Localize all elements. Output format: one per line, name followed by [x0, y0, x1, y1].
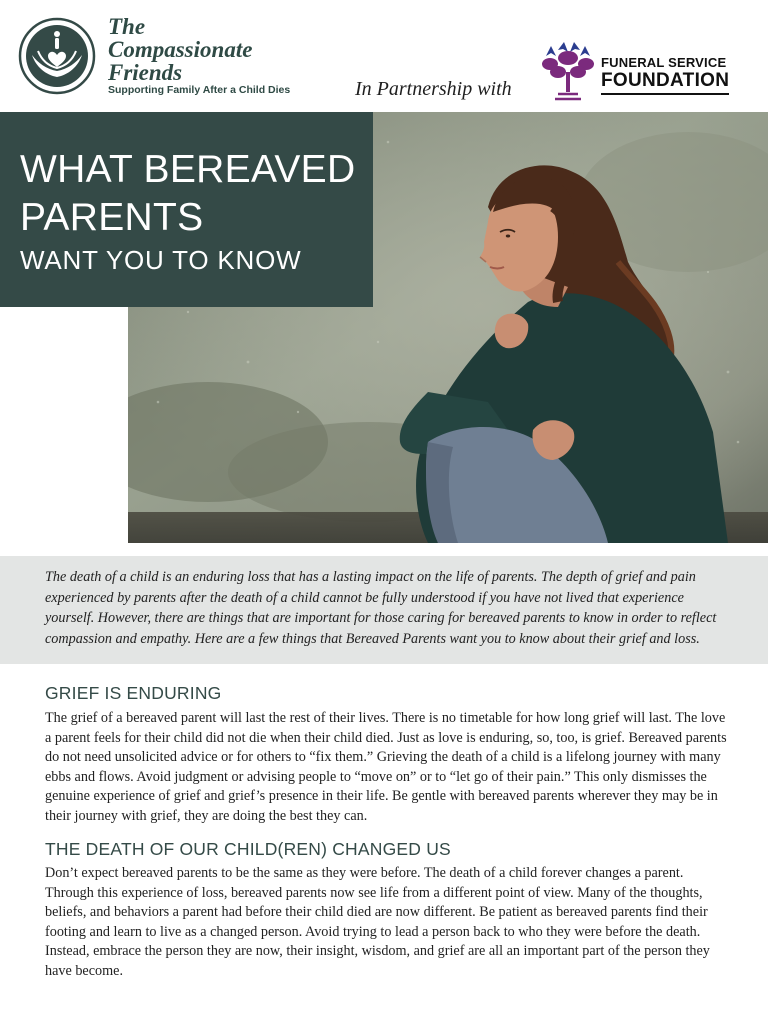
partner-name-line1: FUNERAL SERVICE — [601, 55, 727, 70]
page-title-line1: WHAT BEREAVED — [20, 148, 356, 191]
intro-text: The death of a child is an enduring loss that has a lasting impact on the life of parents. The depth of grief and pain experienced by parents after the death of a child cannot be fully understood if you have not lived that experience yourself. However, there are things that are important for those caring for bereaved parents to know in order to reflect compassion and empathy. Here are a few things that Bereaved Parents want you to know about their grief and loss. — [45, 569, 717, 647]
org-tagline: Supporting Family After a Child Dies — [108, 84, 291, 96]
page-subtitle: WANT YOU TO KNOW — [20, 245, 302, 275]
org-name-line: The — [108, 14, 146, 39]
fsf-tree-logo-icon — [540, 42, 596, 104]
intro-box — [0, 556, 768, 664]
tcf-logo-icon — [18, 17, 96, 95]
org-name-line: Compassionate — [108, 37, 253, 62]
org-name-line: Friends — [108, 60, 183, 85]
section-body: Don’t expect bereaved parents to be the same as they were before. The death of a child forever changes a parent. Through this experience of loss, bereaved parents now see life from a different point of view. Many of the thoughts, beliefs, and behaviors a parent had before their child died are now different. Be patient as bereaved parents find their footing and learn to live as a changed person. Avoid trying to lead a person back to who they were before the death. Instead, embrace the person they are now, their insight, wisdom, and grief are all an important part of the person they have become. — [45, 865, 710, 979]
partner-name — [601, 55, 729, 95]
page-header — [0, 0, 768, 112]
section-body: The grief of a bereaved parent will last the rest of their lives. There is no timetable for how long grief will last. The love a parent feels for their child did not die when their child died. Just as love is enduring, so, too, is grief. Bereaved parents do not need unsolicited advice or for others to “fix them.” Grieving the death of a child is a lifelong journey with many ebbs and flows. Avoid judgment or advising people to “move on” or to “let go of their pain.” This only dismisses the genuine experience of grief and grief’s presence in their life. Be gentle with bereaved parents wherever they may be in their journey with grief, they are doing the best they can. — [45, 710, 727, 824]
page-title-line2: PARENTS — [20, 196, 204, 239]
partnership-text: In Partnership with — [355, 78, 512, 100]
section-heading: GRIEF IS ENDURING — [45, 683, 222, 703]
section-heading: THE DEATH OF OUR CHILD(REN) CHANGED US — [45, 839, 451, 859]
org-name — [108, 15, 252, 84]
partner-name-line2: FOUNDATION — [601, 70, 729, 95]
